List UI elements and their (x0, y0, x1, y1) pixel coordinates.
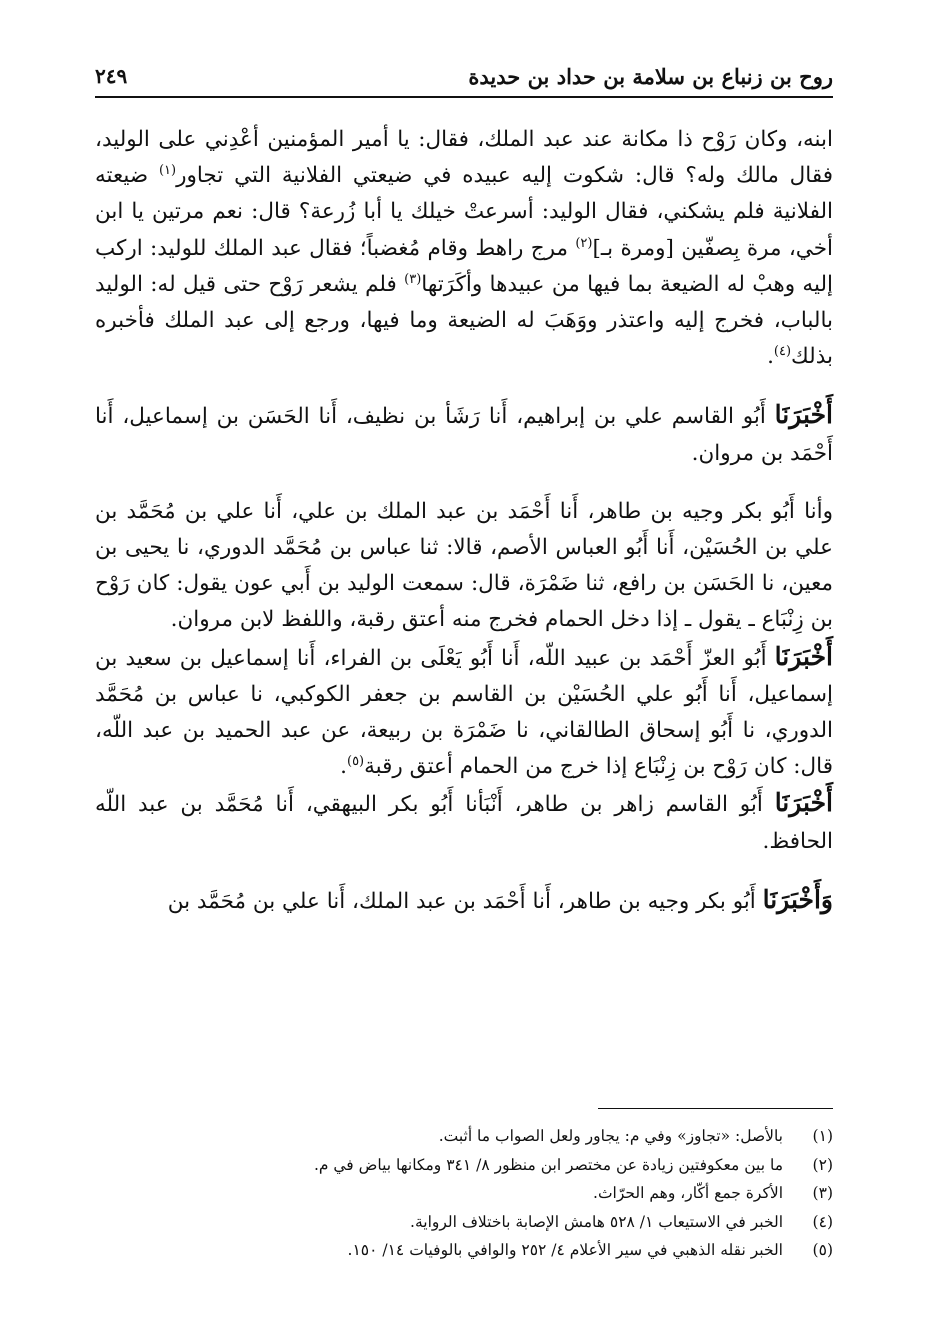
footnote-text: الخبر في الاستيعاب ١/ ٥٢٨ هامش الإصابة باختلاف الرواية. (410, 1212, 783, 1231)
page-header (95, 58, 833, 98)
footnote (95, 1236, 833, 1265)
footnote (95, 1179, 833, 1208)
paragraph-text: . (340, 754, 347, 780)
paragraph-text: أَبُو القاسم زاهر بن طاهر، أَنْبَأنا أَبُو بكر البيهقي، أَنا مُحَمَّد بن عبد اللّه الحافظ. (95, 792, 833, 854)
footnote (95, 1122, 833, 1151)
paragraph-5 (95, 785, 833, 859)
isnad-lead: أَخْبَرَنَا (774, 400, 833, 430)
paragraph-text: فلم يشعر رَوْح حتى قيل له: الوليد بالباب، فخرج إليه واعتذر ووَهَبَ له الضيعة وما فيها، ورجع إلى عبد الملك فأخبره بذلك (95, 271, 833, 370)
footnote-ref-5: (٥) (346, 754, 365, 770)
isnad-lead: أَخْبَرَنَا (774, 641, 833, 671)
header-rule (95, 96, 833, 98)
footnote (95, 1151, 833, 1180)
footnote-number: (٣) (812, 1184, 833, 1202)
paragraph-text: ضيعته الفلانية فلم يشكني، فقال الوليد: أسرعتْ خيلك يا أبا زُرعة؟ قال: نعم مرتين يا ابن أخي، مرة بِصفّين [ومرة بـ] (95, 163, 833, 261)
main-text (95, 122, 833, 920)
paragraph-1 (95, 122, 833, 375)
paragraph-text: . (767, 344, 774, 370)
page-number: ٢٤٩ (95, 64, 128, 88)
footnote-text: الأكرة جمع أكّار، وهم الحرّاث. (593, 1184, 783, 1202)
paragraph-4 (95, 639, 833, 786)
footnote-text: الخبر نقله الذهبي في سير الأعلام ٤/ ٢٥٢ والوافي بالوفيات ١٤/ ١٥٠. (347, 1241, 783, 1259)
paragraph-text: وأنا أَبُو بكر وجيه بن طاهر، أَنا أَحْمَد بن عبد الملك بن علي، أَنا علي بن مُحَمَّد بن علي بن الحُسَيْن، أَنا أَبُو العباس الأصم، قالا: ثنا عباس بن مُحَمَّد الدوري، نا يحيى بن معين، نا الحَسَن بن رافع، ثنا ضَمْرَة، قال: سمعت الوليد بن أَبي عون يقول: كان رَوْح بن زِنْبَاع ـ يقول ـ إذا دخل الحمام فخرج منه أعتق رقبة، واللفظ لابن مروان. (95, 498, 833, 633)
footnote-ref-3: (٣) (404, 271, 422, 287)
footnote-text: بالأصل: «تجاوز» وفي م: يجاور ولعل الصواب ما أثبت. (438, 1127, 783, 1145)
running-title: روح بن زنباع بن سلامة بن حداد بن حديدة (468, 64, 833, 89)
paragraph-text: أَبُو بكر وجيه بن طاهر، أَنا أَحْمَد بن عبد الملك، أَنا علي بن مُحَمَّد بن (167, 888, 756, 914)
paragraph-2 (95, 397, 833, 471)
isnad-lead: أَخْبَرَنَا (774, 788, 834, 818)
footnote-ref-4: (٤) (773, 344, 792, 360)
footnote-text: ما بين معكوفتين زيادة عن مختصر ابن منظور ٨/ ٣٤١ ومكانها بياض في م. (313, 1155, 783, 1174)
footnote-number: (٤) (812, 1212, 833, 1231)
paragraph-text: مرج راهط وقام مُغضباً؛ فقال عبد الملك للوليد: اركب إليه وهبْ له الضيعة بما فيها من عبيدها وأكَرَتها (95, 235, 833, 297)
paragraph-text: أَبُو القاسم علي بن إبراهيم، أَنا رَشَأ بن نظيف، أَنا الحَسَن بن إسماعيل، أَنا أَحْمَد بن مروان. (95, 404, 833, 466)
footnote (95, 1208, 833, 1237)
paragraph-3 (95, 494, 833, 639)
paragraph-text: ابنه، وكان رَوْح ذا مكانة عند عبد الملك، فقال: يا أمير المؤمنين أعْدِني على الوليد، فقال مالك وله؟ قال: شكوت إليه عبيده في ضيعتي الفلانية التي تجاور (95, 127, 833, 189)
footnote-rule (598, 1108, 833, 1109)
footnote-number: (٢) (812, 1155, 833, 1174)
paragraph-text: أَبُو العزّ أَحْمَد بن عبيد اللّه، أَنا أَبُو يَعْلَى بن الفراء، أَنا إسماعيل بن سعيد بن إسماعيل، أَنا أَبُو علي الحُسَيْن بن القاسم بن جعفر الكوكبي، نا عباس بن مُحَمَّد الدوري، نا أَبُو إسحاق الطالقاني، نا ضَمْرَة بن ربيعة، عن عبد الحميد بن عبد اللّه، قال: كان رَوْح بن زِنْبَاع إذا خرج من الحمام أعتق رقبة (95, 645, 833, 780)
footnote-ref-2: (٢) (575, 235, 593, 251)
footnotes (95, 1122, 833, 1265)
footnote-ref-1: (١) (158, 163, 177, 179)
footnote-number: (١) (812, 1127, 833, 1145)
isnad-lead: وَأَخْبَرَنَا (762, 884, 833, 914)
footnote-number: (٥) (812, 1241, 833, 1259)
paragraph-6 (95, 882, 833, 920)
